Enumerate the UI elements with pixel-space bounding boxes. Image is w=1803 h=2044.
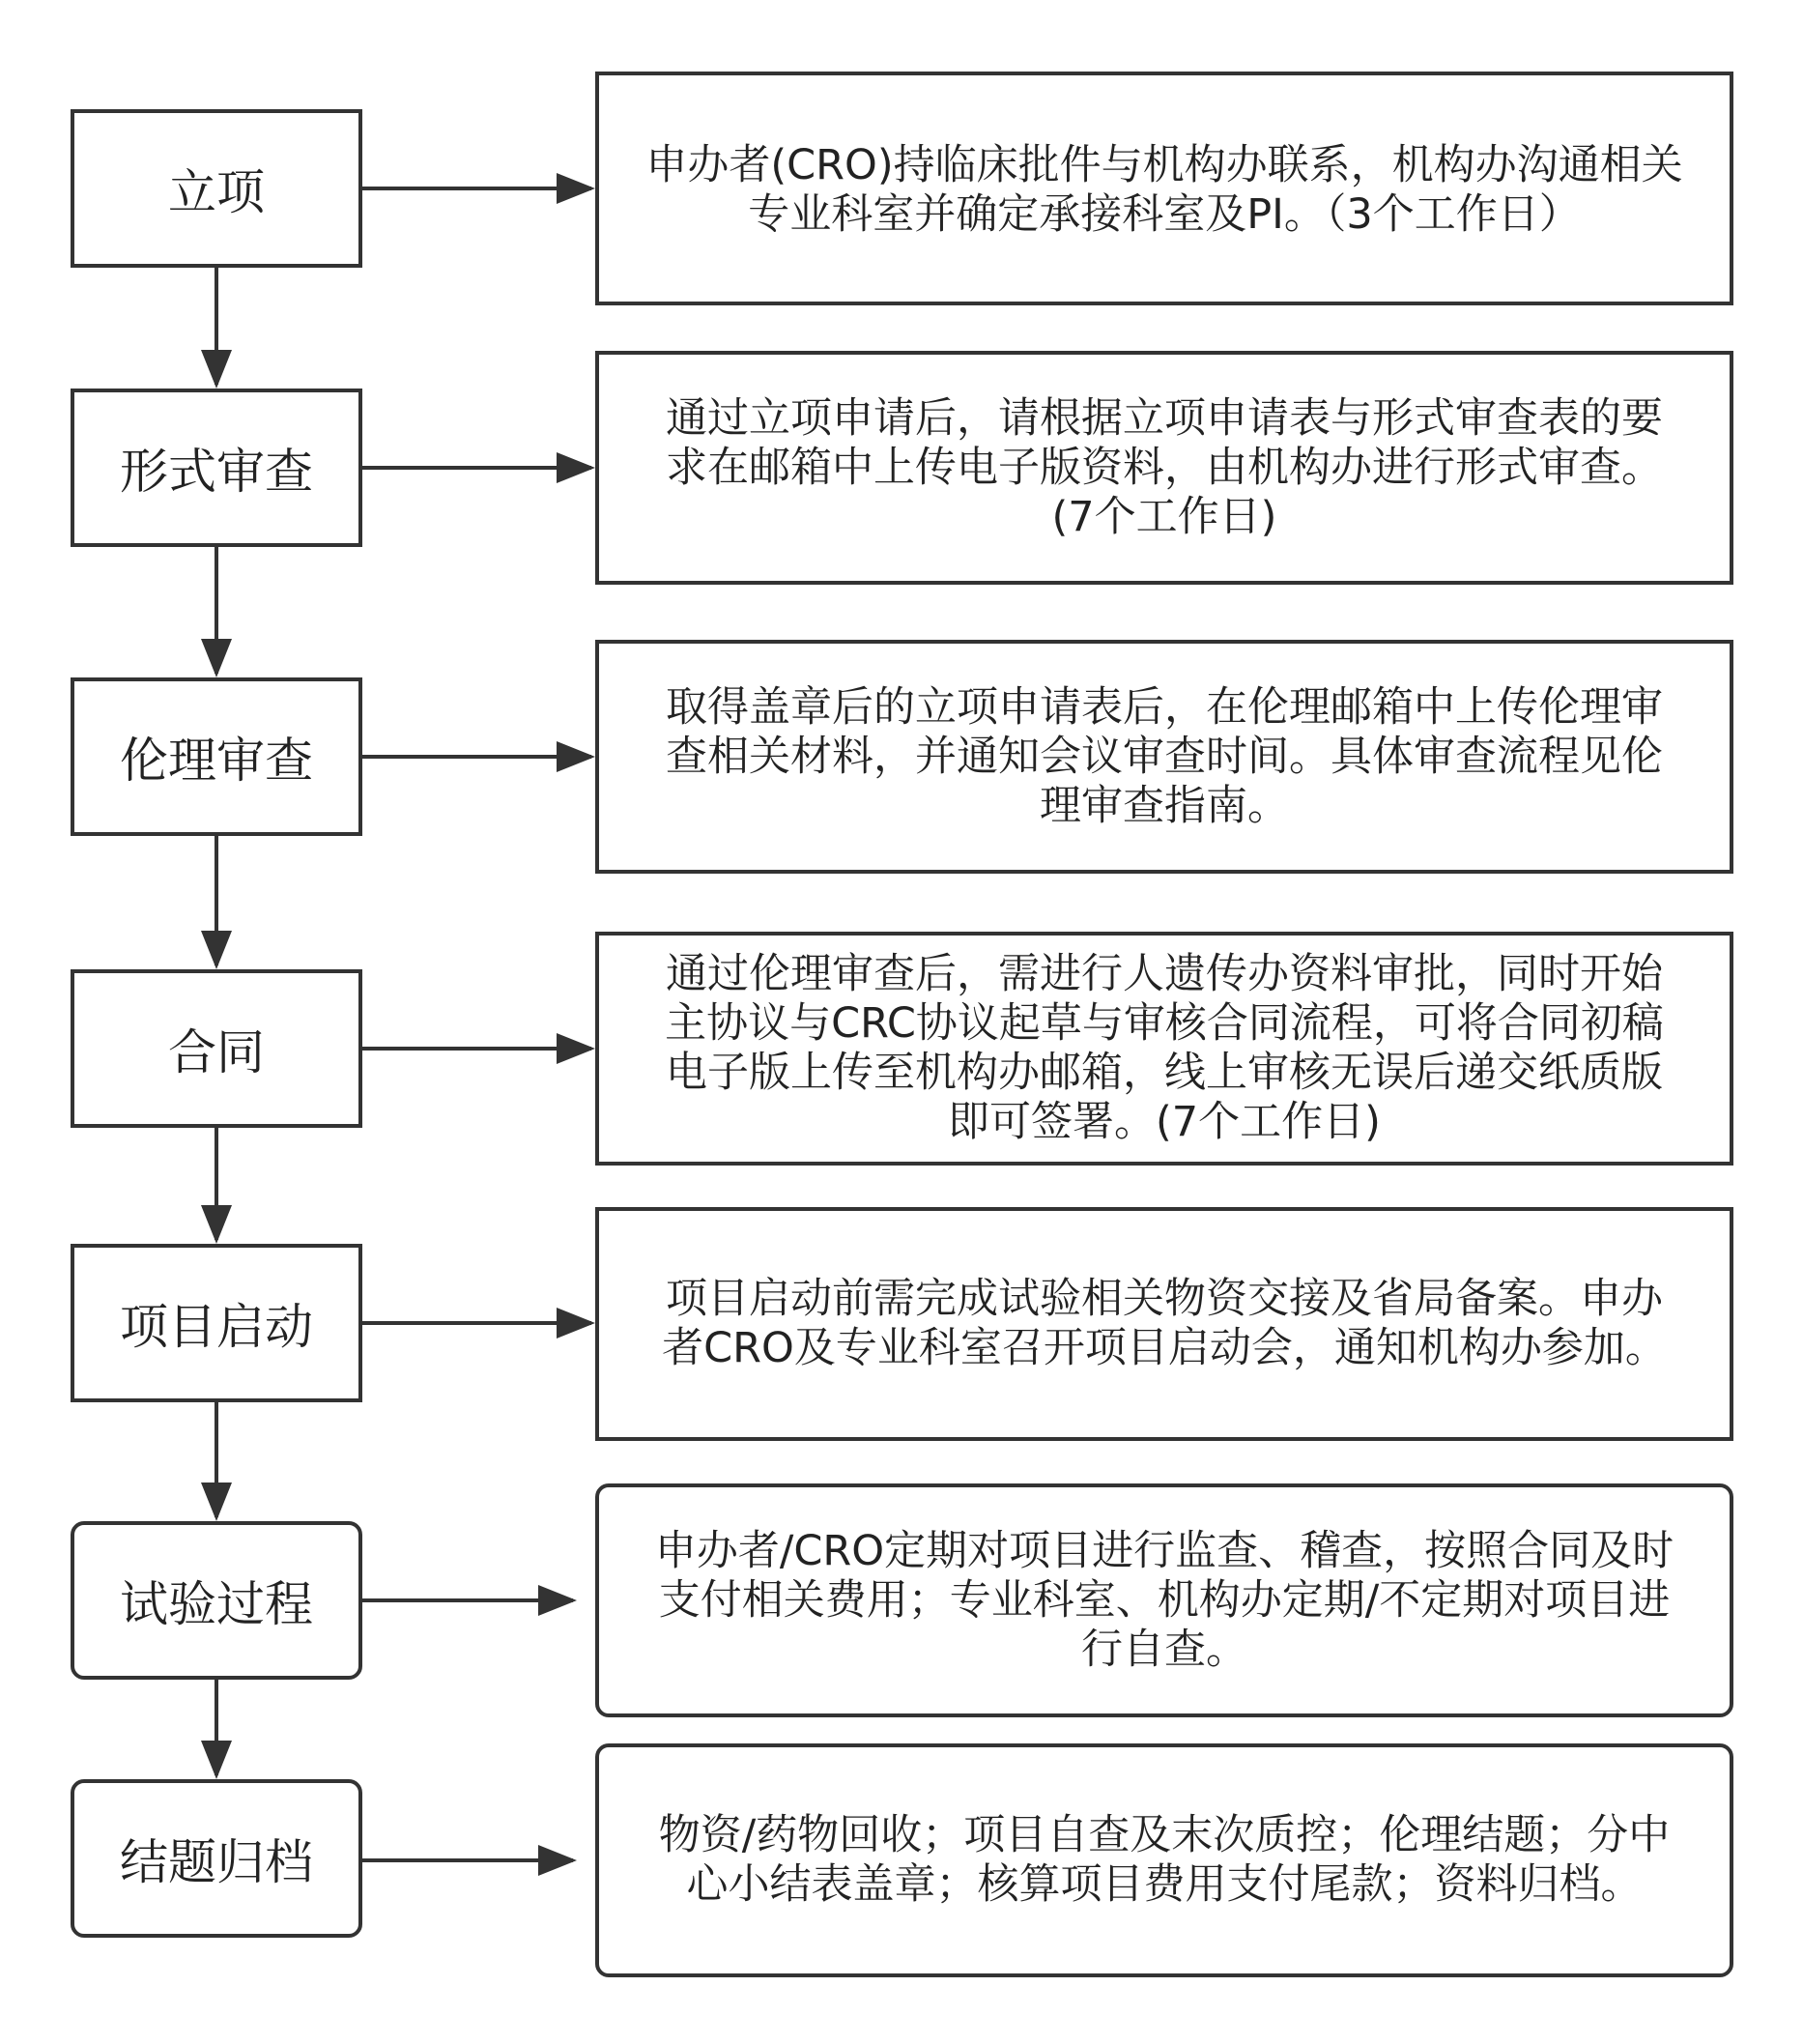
stage-label: 结题归档 [120, 1834, 313, 1890]
stage-box-ethics-review [71, 677, 362, 836]
stage-box-trial-process [71, 1521, 362, 1680]
description-box-contract [595, 932, 1733, 1166]
description-box-closeout-archive [595, 1743, 1733, 1977]
description-text: 通过立项申请后，请根据立项申请表与形式审查表的要 求在邮箱中上传电子版资料，由机构办进行形式审查。 (7个工作日) [666, 393, 1663, 541]
description-box-ethics-review [595, 640, 1733, 874]
stage-box-formal-review [71, 389, 362, 547]
stage-label: 项目启动 [120, 1299, 313, 1355]
description-text: 取得盖章后的立项申请表后，在伦理邮箱中上传伦理审 查相关材料，并通知会议审查时间。具体审查流程见伦 理审查指南。 [666, 682, 1663, 830]
description-box-lixiang [595, 72, 1733, 305]
stage-label: 伦理审查 [120, 733, 313, 789]
stage-label: 形式审查 [120, 444, 313, 500]
stage-box-lixiang [71, 109, 362, 268]
stage-label: 试验过程 [120, 1576, 313, 1632]
description-text: 通过伦理审查后，需进行人遗传办资料审批，同时开始 主协议与CRC协议起草与审核合同流程，可将合同初稿 电子版上传至机构办邮箱，线上审核无误后递交纸质版 即可签署。(7个工作日) [665, 950, 1664, 1146]
description-text: 申办者/CRO定期对项目进行监查、稽查，按照合同及时 支付相关费用；专业科室、机构办定期/不定期对项目进 行自查。 [654, 1526, 1674, 1674]
stage-label: 立项 [168, 164, 265, 220]
stage-box-closeout-archive [71, 1779, 362, 1938]
description-box-trial-process [595, 1483, 1733, 1717]
description-text: 物资/药物回收；项目自查及末次质控；伦理结题；分中 心小结表盖章；核算项目费用支付尾款；资料归档。 [658, 1811, 1671, 1909]
description-box-formal-review [595, 351, 1733, 585]
description-text: 申办者(CRO)持临床批件与机构办联系，机构办沟通相关 专业科室并确定承接科室及PI。（3个工作日） [645, 141, 1683, 239]
description-text: 项目启动前需完成试验相关物资交接及省局备案。申办 者CRO及专业科室召开项目启动会，通知机构办参加。 [662, 1275, 1667, 1372]
stage-box-project-start [71, 1244, 362, 1402]
description-box-project-start [595, 1207, 1733, 1441]
stage-box-contract [71, 969, 362, 1128]
stage-label: 合同 [168, 1024, 265, 1080]
